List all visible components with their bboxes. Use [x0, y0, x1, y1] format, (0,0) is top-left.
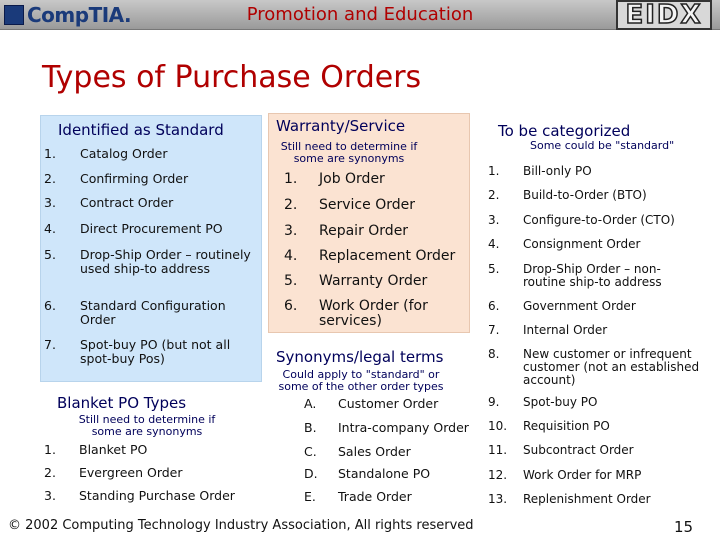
- logo-text: CompTIA.: [27, 3, 132, 27]
- item-label: Standard Configuration Order: [80, 298, 226, 327]
- footer-copyright: © 2002 Computing Technology Industry Association, All rights reserved: [8, 518, 474, 533]
- item-label: Configure-to-Order (CTO): [523, 213, 675, 227]
- eidx-logo: EIDX: [616, 0, 712, 30]
- item-number: 10.: [488, 419, 508, 433]
- item-label: Contract Order: [80, 195, 174, 210]
- warranty-title: Warranty/Service: [276, 117, 406, 135]
- item-label: Customer Order: [338, 396, 439, 411]
- item-label: Blanket PO: [79, 442, 148, 457]
- item-number: 2.: [488, 188, 500, 202]
- item-number: D.: [304, 466, 318, 481]
- item-label: Trade Order: [338, 489, 412, 504]
- item-number: 8.: [488, 347, 500, 361]
- categorize-note: Some could be "standard": [530, 139, 675, 152]
- item-label: Requisition PO: [523, 419, 610, 433]
- identified-title: Identified as Standard: [58, 121, 224, 139]
- item-label: Work Order (for services): [319, 298, 428, 329]
- item-label: Work Order for MRP: [523, 468, 642, 482]
- blanket-note: Still need to determine if some are synonyms: [78, 413, 216, 438]
- item-label: Catalog Order: [80, 146, 168, 161]
- item-label: Service Order: [319, 197, 415, 213]
- item-number: 6.: [284, 298, 298, 314]
- categorize-title: To be categorized: [498, 122, 631, 140]
- item-label: Spot-buy PO (but not all spot-buy Pos): [80, 337, 231, 366]
- item-number: 11.: [488, 443, 508, 457]
- item-label: Evergreen Order: [79, 465, 183, 480]
- item-number: 3.: [488, 213, 500, 227]
- item-label: Build-to-Order (BTO): [523, 188, 647, 202]
- item-number: 2.: [44, 171, 56, 186]
- item-label: Repair Order: [319, 223, 409, 239]
- item-label: Direct Procurement PO: [80, 221, 223, 236]
- item-label: Sales Order: [338, 444, 411, 459]
- item-number: 4.: [44, 221, 56, 236]
- item-label: Warranty Order: [319, 273, 428, 289]
- warranty-note: Still need to determine if some are synonyms: [280, 140, 418, 165]
- synonyms-title: Synonyms/legal terms: [276, 348, 444, 366]
- item-number: 1.: [44, 146, 56, 161]
- item-number: 3.: [44, 488, 56, 503]
- item-number: 3.: [44, 195, 56, 210]
- item-label: Internal Order: [523, 323, 608, 337]
- item-number: E.: [304, 489, 316, 504]
- header-title: Promotion and Education: [246, 4, 474, 25]
- page-number: 15: [674, 518, 694, 536]
- item-number: 2.: [44, 465, 56, 480]
- item-number: A.: [304, 396, 317, 411]
- item-label: Government Order: [523, 299, 636, 313]
- item-number: 5.: [44, 247, 56, 262]
- item-number: 13.: [488, 492, 508, 506]
- item-label: Drop-Ship Order – routinely used ship-to address: [80, 247, 251, 276]
- item-number: 4.: [488, 237, 500, 251]
- item-label: New customer or infrequent customer (not an established account): [523, 347, 700, 387]
- item-number: 3.: [284, 223, 298, 239]
- item-number: 6.: [44, 298, 56, 313]
- item-number: 7.: [488, 323, 500, 337]
- header-bar: [0, 0, 720, 30]
- item-label: Intra-company Order: [338, 420, 469, 435]
- item-number: 7.: [44, 337, 56, 352]
- blanket-title: Blanket PO Types: [57, 394, 187, 412]
- item-number: 5.: [284, 273, 298, 289]
- item-number: 1.: [44, 442, 56, 457]
- item-label: Replacement Order: [319, 248, 456, 264]
- item-label: Drop-Ship Order – non-routine ship-to address: [523, 262, 662, 289]
- item-number: 6.: [488, 299, 500, 313]
- item-number: 12.: [488, 468, 508, 482]
- item-label: Subcontract Order: [523, 443, 634, 457]
- item-label: Confirming Order: [80, 171, 189, 186]
- page-title: Types of Purchase Orders: [42, 60, 422, 95]
- item-label: Consignment Order: [523, 237, 641, 251]
- item-number: C.: [304, 444, 317, 459]
- item-number: 4.: [284, 248, 298, 264]
- synonyms-note: Could apply to "standard" or some of the other order types: [278, 368, 444, 393]
- item-label: Replenishment Order: [523, 492, 651, 506]
- item-label: Standing Purchase Order: [79, 488, 235, 503]
- item-number: 1.: [284, 171, 298, 187]
- item-label: Spot-buy PO: [523, 395, 598, 409]
- item-number: 5.: [488, 262, 500, 276]
- item-label: Job Order: [319, 171, 385, 187]
- item-number: 1.: [488, 164, 500, 178]
- item-number: B.: [304, 420, 317, 435]
- item-number: 2.: [284, 197, 298, 213]
- item-label: Bill-only PO: [523, 164, 592, 178]
- item-number: 9.: [488, 395, 500, 409]
- item-label: Standalone PO: [338, 466, 431, 481]
